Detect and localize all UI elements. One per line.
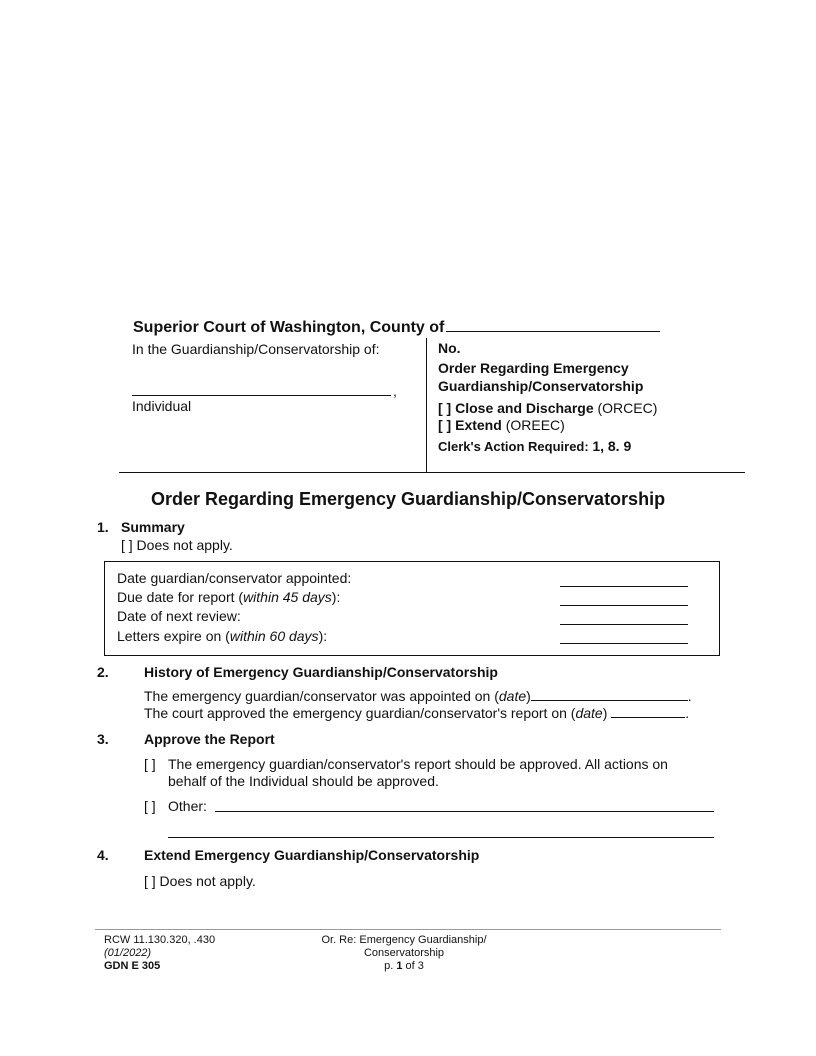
section1-does-not-apply[interactable]: [ ] Does not apply. [121, 537, 233, 553]
footer-center-line2: Conservatorship [363, 947, 445, 959]
section4-number: 4. [97, 847, 109, 863]
section2-number: 2. [97, 664, 109, 680]
summary-row-letters-expire: Letters expire on (within 60 days): [117, 628, 328, 644]
summary-blank-letters-expire[interactable] [560, 642, 688, 644]
section2-report-line: The court approved the emergency guardian/conservator's report on (date) . [144, 705, 690, 721]
footer-date: (01/2022) [104, 947, 152, 959]
document-title: Order Regarding Emergency Guardianship/Conservatorship [150, 489, 666, 509]
appointed-date-blank[interactable] [531, 688, 688, 701]
footer-divider [95, 929, 721, 930]
report-date-blank[interactable] [611, 705, 685, 718]
footer-rcw: RCW 11.130.320, .430 [104, 934, 216, 946]
option-extend[interactable]: [ ] Extend (OREEC) [438, 417, 565, 433]
checkbox-close[interactable]: [ ] [438, 400, 452, 416]
summary-blank-appointed[interactable] [560, 585, 688, 587]
other-blank-line2[interactable] [168, 837, 714, 838]
section3-other-checkbox[interactable]: [ ] [144, 798, 156, 814]
court-title: Superior Court of Washington, County of [133, 317, 660, 337]
order-title-line1: Order Regarding Emergency [438, 360, 629, 376]
footer-page-number: p. 1 of 3 [384, 960, 424, 972]
case-number-label: No. [438, 340, 461, 356]
party-name-blank [132, 395, 391, 396]
section4-heading: Extend Emergency Guardianship/Conservatorship [144, 847, 480, 863]
section3-other-label: Other: [168, 798, 207, 814]
individual-label: Individual [132, 398, 192, 414]
section3-approve-checkbox[interactable]: [ ] [144, 756, 156, 772]
checkbox-extend[interactable]: [ ] [438, 417, 452, 433]
section2-heading: History of Emergency Guardianship/Conservatorship [144, 664, 498, 680]
caption-divider-vertical [426, 338, 427, 472]
summary-blank-report-due[interactable] [560, 604, 688, 606]
section1-heading: Summary [121, 519, 185, 535]
section1-number: 1. [97, 519, 109, 535]
section4-does-not-apply[interactable]: [ ] Does not apply. [144, 873, 256, 889]
summary-row-appointed: Date guardian/conservator appointed: [117, 570, 352, 586]
option-close-discharge[interactable]: [ ] Close and Discharge (ORCEC) [438, 400, 658, 416]
footer-form-number: GDN E 305 [104, 960, 161, 972]
section2-appointed-line: The emergency guardian/conservator was appointed on (date) . [144, 688, 692, 704]
summary-box [104, 561, 720, 656]
county-blank [446, 317, 660, 332]
section3-heading: Approve the Report [144, 731, 275, 747]
summary-row-next-review: Date of next review: [117, 608, 241, 624]
other-blank-line1[interactable] [215, 811, 714, 812]
clerk-action: Clerk's Action Required: 1, 8. 9 [438, 438, 632, 454]
footer-center-line1: Or. Re: Emergency Guardianship/ [321, 934, 487, 946]
caption-divider-horizontal [119, 472, 745, 473]
matter-label: In the Guardianship/Conservatorship of: [132, 341, 380, 357]
section3-number: 3. [97, 731, 109, 747]
order-title-line2: Guardianship/Conservatorship [438, 378, 644, 394]
section3-approve-line1: The emergency guardian/conservator's report should be approved. All actions on [168, 756, 668, 772]
summary-row-report-due: Due date for report (within 45 days): [117, 589, 341, 605]
summary-blank-next-review[interactable] [560, 623, 688, 625]
party-comma: , [393, 383, 397, 399]
section3-approve-line2: behalf of the Individual should be approved. [168, 773, 439, 789]
